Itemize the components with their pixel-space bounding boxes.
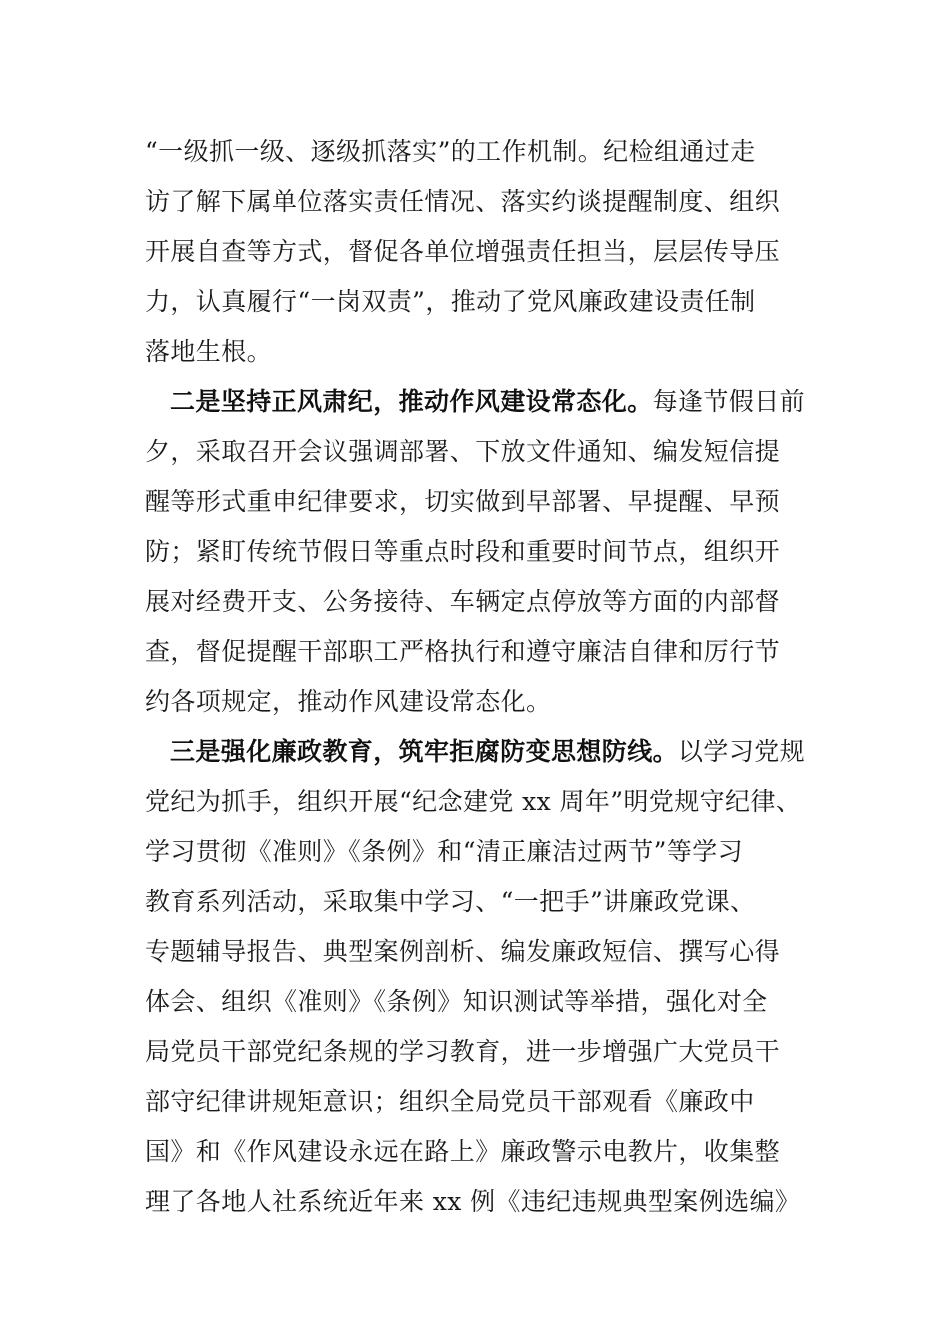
paragraph-2-line-6: 查，督促提醒干部职工严格执行和遵守廉洁自律和厉行节: [145, 637, 781, 666]
paragraph-3-line-10: 理了各地人社系统近年来 xx 例《违纪违规典型案例选编》: [145, 1187, 801, 1216]
paragraph-3-heading: 三是强化廉政教育，筑牢拒腐防变思想防线。: [170, 737, 679, 766]
paragraph-1-line-3: 开展自查等方式，督促各单位增强责任担当，层层传导压: [145, 237, 781, 266]
paragraph-3-line-9: 国》和《作风建设永远在路上》廉政警示电教片，收集整: [145, 1137, 781, 1166]
paragraph-2-line-4: 防；紧盯传统节假日等重点时段和重要时间节点，组织开: [145, 537, 781, 566]
paragraph-2-line-1: [170, 386, 805, 418]
paragraph-3-line-7: 局党员干部党纪条规的学习教育，进一步增强广大党员干: [145, 1037, 781, 1066]
paragraph-3-line-5: 专题辅导报告、典型案例剖析、编发廉政短信、撰写心得: [145, 937, 781, 966]
paragraph-1-line-4: 力，认真履行“一岗双责”，推动了党风廉政建设责任制: [145, 287, 756, 316]
paragraph-3-first-line-text: 以学习党规: [678, 737, 806, 766]
paragraph-3-line-3: 学习贯彻《准则》《条例》和“清正廉洁过两节”等学习: [145, 837, 744, 866]
paragraph-2-first-line-text: 每逢节假日前: [652, 387, 806, 416]
paragraph-3-line-1: [170, 736, 805, 768]
paragraph-3-line-4: 教育系列活动，采取集中学习、“一把手”讲廉政党课、: [145, 887, 756, 916]
paragraph-3-line-8: 部守纪律讲规矩意识；组织全局党员干部观看《廉政中: [145, 1087, 755, 1116]
paragraph-2-line-3: 醒等形式重申纪律要求，切实做到早部署、早提醒、早预: [145, 487, 781, 516]
paragraph-3-line-6: 体会、组织《准则》《条例》知识测试等举措，强化对全: [145, 987, 768, 1016]
paragraph-2-line-7: 约各项规定，推动作风建设常态化。: [145, 687, 552, 716]
paragraph-1-line-5: 落地生根。: [145, 337, 273, 366]
paragraph-1-line-2: 访了解下属单位落实责任情况、落实约谈提醒制度、组织: [145, 187, 781, 216]
paragraph-2-line-2: 夕，采取召开会议强调部署、下放文件通知、编发短信提: [145, 437, 781, 466]
paragraph-1-line-1: “一级抓一级、逐级抓落实”的工作机制。纪检组通过走: [145, 137, 756, 166]
paragraph-2-heading: 二是坚持正风肃纪，推动作风建设常态化。: [170, 387, 653, 416]
paragraph-3-line-2: 党纪为抓手，组织开展“纪念建党 xx 周年”明党规守纪律、: [145, 787, 802, 816]
paragraph-2-line-5: 展对经费开支、公务接待、车辆定点停放等方面的内部督: [145, 587, 781, 616]
